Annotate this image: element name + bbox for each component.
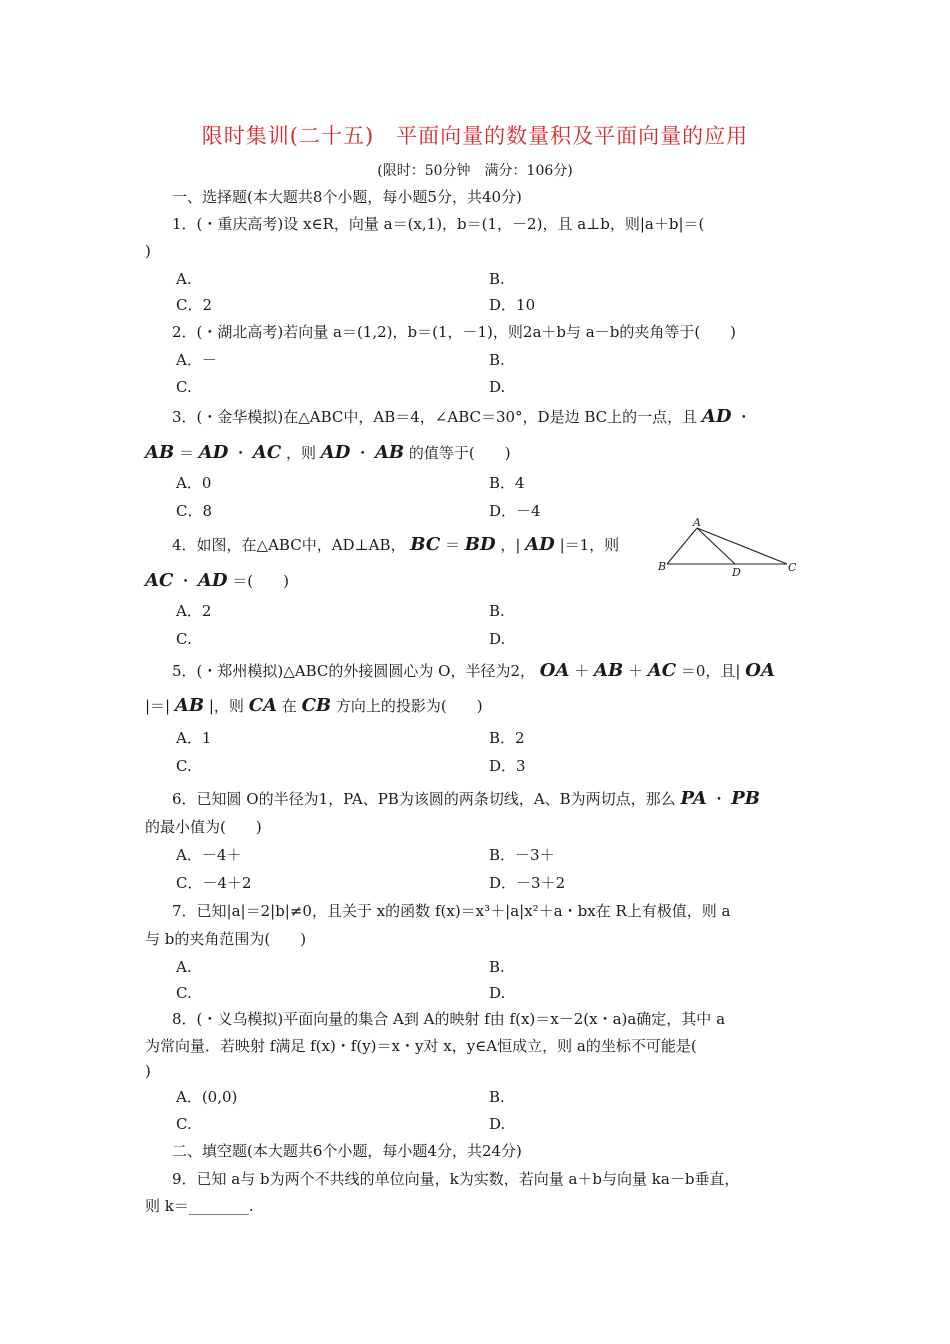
plus-sign: ＋ bbox=[628, 662, 644, 680]
question-8-stem-cont: 为常向量．若映射 f满足 f(x)・f(y)＝x・y对 x，y∈A恒成立，则 a的坐标不可能是( bbox=[145, 1037, 697, 1055]
question-4-stem-cont bbox=[145, 570, 625, 592]
segment-ac bbox=[697, 528, 787, 564]
vector-bd: BD bbox=[464, 534, 496, 555]
page-title: 限时集训(二十五) 平面向量的数量积及平面向量的应用 bbox=[201, 124, 749, 148]
question-8-stem-end: ) bbox=[145, 1062, 151, 1080]
question-8-stem: 8．(・义乌模拟)平面向量的集合 A到 A的映射 f由 f(x)＝x－2(x・a)a确定，其中 a bbox=[172, 1010, 726, 1028]
question-6-text: 6．已知圆 O的半径为1，PA、PB为该圆的两条切线，A、B为两切点，那么 bbox=[172, 790, 676, 808]
label-a: A bbox=[693, 518, 701, 529]
triangle-lines bbox=[667, 528, 787, 564]
section-heading-choice: 一、选择题(本大题共8个小题，每小题5分，共40分) bbox=[172, 188, 522, 206]
question-6-stem bbox=[172, 788, 807, 810]
vector-ad: AD bbox=[320, 442, 351, 463]
vector-oa: OA bbox=[745, 660, 775, 681]
question-5-text: |＝| bbox=[145, 697, 171, 715]
dot-operator: ・ bbox=[711, 790, 727, 808]
question-5-option-b: B．2 bbox=[489, 729, 525, 747]
vector-bc: BC bbox=[410, 534, 441, 555]
question-2-option-b: B. bbox=[489, 351, 505, 369]
question-5-option-a: A．1 bbox=[176, 729, 212, 747]
question-1-option-b: B. bbox=[489, 270, 505, 288]
question-6-option-b: B．－3＋ bbox=[489, 846, 555, 864]
question-2-option-d: D. bbox=[489, 378, 506, 396]
page-subtitle: (限时：50分钟 满分：106分) bbox=[377, 163, 573, 179]
question-4-text: ，| bbox=[500, 536, 521, 554]
vector-ad: AD bbox=[701, 406, 732, 427]
segment-ba bbox=[667, 528, 697, 564]
question-7-stem: 7．已知|a|＝2|b|≠0，且关于 x的函数 f(x)＝x³＋|a|x²＋a・bx在 R上有极值，则 a bbox=[172, 902, 731, 920]
question-7-option-d: D. bbox=[489, 984, 506, 1002]
question-4-option-c: C. bbox=[176, 630, 192, 648]
vector-pb: PB bbox=[731, 788, 760, 809]
question-7-stem-cont: 与 b的夹角范围为( ) bbox=[145, 930, 307, 948]
question-8-option-d: D. bbox=[489, 1115, 506, 1133]
question-9-stem: 9．已知 a与 b为两个不共线的单位向量，k为实数，若向量 a＋b与向量 ka－b垂直， bbox=[172, 1170, 740, 1188]
question-6-option-c: C．－4＋2 bbox=[176, 874, 252, 892]
vector-cb: CB bbox=[301, 695, 332, 716]
question-2-stem: 2．(・湖北高考)若向量 a＝(1,2)，b＝(1，－1)，则2a＋b与 a－b的夹角等于( ) bbox=[172, 323, 737, 341]
vector-ab: AB bbox=[174, 695, 205, 716]
question-5-stem bbox=[172, 660, 807, 682]
vector-ac: AC bbox=[252, 442, 282, 463]
equals-sign: ＝ bbox=[444, 536, 460, 554]
label-b: B bbox=[658, 560, 667, 573]
question-4-option-b: B. bbox=[489, 602, 505, 620]
section-heading-fill: 二、填空题(本大题共6个小题，每小题4分，共24分) bbox=[172, 1142, 522, 1160]
dot-operator: ・ bbox=[178, 572, 194, 590]
vector-ab: AB bbox=[145, 442, 175, 463]
question-8-option-a: A．(0,0) bbox=[176, 1088, 238, 1106]
question-3-stem bbox=[172, 406, 807, 428]
question-3-text: 3．(・金华模拟)在△ABC中，AB＝4，∠ABC＝30°，D是边 BC上的一点，且 bbox=[172, 408, 698, 426]
question-1-option-c: C．2 bbox=[176, 296, 213, 314]
vector-ab: AB bbox=[594, 660, 624, 681]
vector-ac: AC bbox=[647, 660, 677, 681]
question-5-option-c: C. bbox=[176, 757, 192, 775]
question-2-option-a: A．－ bbox=[176, 351, 217, 369]
question-5-text: ＝0，且| bbox=[680, 662, 741, 680]
vector-ad: AD bbox=[525, 534, 555, 555]
question-2-option-c: C. bbox=[176, 378, 192, 396]
question-5-stem-cont bbox=[145, 695, 807, 717]
question-5-text: 在 bbox=[281, 697, 297, 715]
vector-ca: CA bbox=[248, 695, 277, 716]
triangle-figure bbox=[655, 518, 805, 580]
question-5-text: 方向上的投影为( ) bbox=[335, 697, 483, 715]
question-1-stem: 1．(・重庆高考)设 x∈R，向量 a＝(x,1)，b＝(1，－2)，且 a⊥b，则|a＋b|＝( bbox=[172, 215, 705, 233]
question-3-stem-cont bbox=[145, 442, 807, 464]
vector-ad: AD bbox=[198, 442, 229, 463]
plus-sign: ＋ bbox=[574, 662, 590, 680]
question-3-option-d: D．－4 bbox=[489, 502, 541, 520]
question-4-option-a: A．2 bbox=[176, 602, 212, 620]
segment-ad bbox=[697, 528, 735, 564]
question-8-option-b: B. bbox=[489, 1088, 505, 1106]
vector-oa: OA bbox=[539, 660, 570, 681]
question-7-option-a: A. bbox=[176, 958, 192, 976]
question-5-text: 5．(・郑州模拟)△ABC的外接圆圆心为 O，半径为2， bbox=[172, 662, 536, 680]
vector-ad: AD bbox=[197, 570, 228, 591]
dot-operator: ・ bbox=[736, 408, 752, 426]
question-4-text: ＝( ) bbox=[232, 572, 289, 590]
question-4-option-d: D. bbox=[489, 630, 506, 648]
question-3-option-b: B．4 bbox=[489, 474, 525, 492]
question-3-text: 的值等于( ) bbox=[408, 444, 511, 462]
question-7-option-b: B. bbox=[489, 958, 505, 976]
question-6-option-a: A．－4＋ bbox=[176, 846, 242, 864]
question-3-option-c: C．8 bbox=[176, 502, 213, 520]
question-1-stem-cont: ) bbox=[145, 242, 151, 260]
vector-ab: AB bbox=[374, 442, 405, 463]
question-3-option-a: A．0 bbox=[176, 474, 212, 492]
question-4-text: 4．如图，在△ABC中，AD⊥AB， bbox=[172, 536, 406, 554]
vector-ac: AC bbox=[145, 570, 174, 591]
question-6-stem-cont: 的最小值为( ) bbox=[145, 818, 262, 836]
question-9-stem-cont: 则 k＝________. bbox=[145, 1197, 254, 1215]
question-6-option-d: D．－3＋2 bbox=[489, 874, 566, 892]
dot-operator: ・ bbox=[233, 444, 249, 462]
equals-sign: ＝ bbox=[178, 444, 194, 462]
vector-pa: PA bbox=[680, 788, 707, 809]
question-7-option-c: C. bbox=[176, 984, 192, 1002]
question-5-option-d: D．3 bbox=[489, 757, 526, 775]
label-c: C bbox=[788, 561, 797, 574]
question-8-option-c: C. bbox=[176, 1115, 192, 1133]
question-1-option-a: A. bbox=[176, 270, 192, 288]
question-4-text: |＝1，则 bbox=[559, 536, 620, 554]
label-d: D bbox=[732, 566, 741, 579]
dot-operator: ・ bbox=[355, 444, 371, 462]
question-4-stem bbox=[172, 534, 652, 556]
question-5-text: |，则 bbox=[208, 697, 244, 715]
question-3-text: ，则 bbox=[286, 444, 317, 462]
question-1-option-d: D．10 bbox=[489, 296, 536, 314]
